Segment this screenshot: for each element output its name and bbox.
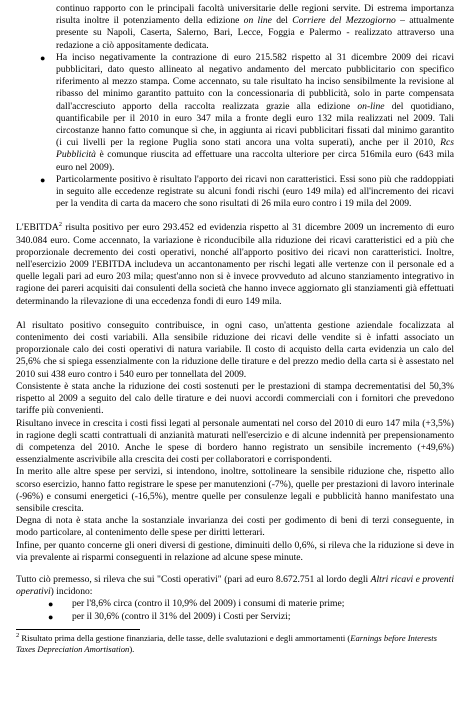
italic-text: on line — [243, 15, 272, 27]
paragraph — [16, 574, 454, 598]
list-item — [16, 598, 454, 610]
italic-text: Rcs Pubblicità — [56, 137, 454, 161]
document-page — [16, 3, 454, 655]
text-run: del — [271, 15, 293, 27]
text-run: In merito alle altre spese per servizi, si intendono, inoltre, sottolineare la sensibile riduzione che, rispetto allo scorso esercizio, hanno fatto registrare le spese per manutenzioni (-7%), quelle per prestazioni di lavoro interinale (-96%) e consumi energetici (-16,5%), mentre quelle per consulenze legali e pubblicità hanno manifestato una sensibile crescita. — [16, 466, 454, 514]
list-item — [16, 611, 454, 623]
footnote-ref: 2 — [16, 631, 20, 639]
italic-text: Altri ricavi e proventi operativi — [16, 573, 454, 598]
footnote-separator — [16, 629, 140, 630]
paragraph — [16, 466, 454, 515]
list-item-text: per l'8,6% circa (contro il 10,9% del 2009) i consumi di materie prime; — [72, 598, 345, 610]
cost-bullet-list — [16, 598, 454, 622]
text-run: Consistente è stata anche la riduzione dei costi sostenuti per le prestazioni di stampa decrementatisi del 50,3% rispetto al 2009 a seguito del calo delle tirature e dei nuovi accordi commerciali con i fornitori che prevedono tariffe più convenienti. — [16, 380, 454, 417]
text-run: è comunque riuscita ad effettuare una raccolta ulteriore per circa 516mila euro (643 mila euro nel 2009). — [56, 149, 454, 173]
text-run: Ha inciso negativamente la contrazione di euro 215.582 rispetto al 31 dicembre 2009 dei ricavi pubblicitari, dato questo allineato al negativo andamento del mercato pubblicitario con specifico riferimento al mezzo stampa. Come accennato, su tale risultato ha inciso sensibilmente la revisione al ribasso del minimo garantito pattuito con la concessionaria di pubblicità, solo in parte compensata dall'accresciuto apporto della raccolta realizzata grazie alla edizione — [56, 51, 454, 112]
bullet-icon: ● — [48, 611, 54, 622]
italic-text: Earnings before Interests Taxes Depreciation Amortisation — [16, 632, 437, 654]
text-run: Infine, per quanto concerne gli oneri diversi di gestione, diminuiti dello 0,6%, si rileva che la riduzione si deve in via prevalente ai risparmi conseguenti in relazione ad alcune spese minute. — [16, 539, 454, 563]
text-run: Tutto ciò premesso, si rileva che sui "Costi operativi" (pari ad euro 8.672.751 al lordo degli — [16, 573, 371, 585]
text-run: Degna di nota è stata anche la sostanziale invarianza dei costi per godimento di beni di terzi conseguente, in modo particolare, al contenimento delle spese per diritti letterari. — [16, 515, 454, 539]
text-run: Risultano invece in crescita i costi fissi legati al personale aumentati nel corso del 2010 di euro 147 mila (+3,5%) in ragione degli scatti contrattuali di anzianità maturati nell'esercizio e di alcune indennità per prepensionamento di competenza del 2010. Anche le spese di bordero hanno registrato un sensibile incremento (+49,6%) essenzialmente ascrivibile alla crescita dei costi per collaboratori e corrispondenti. — [16, 417, 454, 466]
paragraph — [16, 381, 454, 418]
list-item-text: per il 30,6% (contro il 31% del 2009) i Costi per Servizi; — [72, 610, 291, 622]
text-run: – attualmente presente su Napoli, Caserta, Salerno, Bari, Lecce, Foggia e Palermo - realizzato attraverso una redazione a ciò appositamente dedicata. — [56, 15, 454, 51]
text-run: L'EBITDA — [16, 222, 59, 234]
text-run: del quotidiano, quantificabile per il 2010 in euro 347 mila a fronte degli euro 132 mila realizzati nel 2009. Tali circostanze hanno fatto comunque sì che, in aggiunta ai ricavi pubblicitari fissati dal minimo garantito (i cui livelli per la regione Puglia sono stati ancora una volta superati), anche per il 2010, — [56, 100, 454, 149]
bullet-item — [16, 3, 454, 52]
paragraph — [16, 222, 454, 307]
bullet-item — [16, 174, 454, 211]
bullet-item — [16, 52, 454, 174]
footnote-ref: 2 — [58, 221, 63, 229]
bullet-icon: ● — [40, 174, 46, 185]
bullet-text — [56, 3, 454, 52]
paragraph — [16, 418, 454, 467]
italic-text: Corriere del Mezzogiorno — [292, 15, 396, 27]
text-run: continuo rapporto con le principali facoltà universitarie delle regioni servite. Di estrema importanza risulta inoltre il potenziamento della edizione — [56, 3, 454, 27]
bullet-text — [56, 52, 454, 174]
footnote — [16, 633, 454, 655]
bullet-text — [56, 174, 454, 211]
text-run: ) incidono: — [50, 586, 93, 598]
paragraph — [16, 320, 454, 381]
paragraph — [16, 515, 454, 539]
text-run: Particolarmente positivo è risultato l'apporto dei ricavi non caratteristici. Essi sono più che raddoppiati in seguito alle eccedenze registrate su alcuni fondi rischi (euro 149 mila) ed all'incremento dei ricavi per la vendita di carta da macero che sono risultati di 26 mila euro contro i 19 mila del 2009. — [56, 173, 454, 210]
text-run: risulta positivo per euro 293.452 ed evidenzia rispetto al 31 dicembre 2009 un incremento di euro 340.084 euro. Come accennato, la variazione è riconducibile alla riduzione dei ricavi caratteristici ed a più che proporzionale decremento dei costi operativi, nonché all'apporto positivo dei ricavi non caratteristici. Inoltre, nell'esercizio 2009 l'EBITDA includeva un accantonamento per rischi legati alle vertenze con il personale ed a quelle legali pari ad euro 203 mila; quest'anno non si è invece provveduto ad alcuno stanziamento integrativo in ragione dei pareri acquisiti dai consulenti della società che hanno invece aggiornato gli stanziamenti già effettuati determinando la rilevazione di una eccedenza fondi di euro 149 mila. — [16, 222, 454, 307]
bullet-icon: ● — [48, 599, 54, 610]
paragraph — [16, 540, 454, 564]
body-paragraphs — [16, 222, 454, 598]
top-bullet-list — [16, 3, 454, 210]
bullet-icon: ● — [40, 52, 46, 63]
text-run: Risultato prima della gestione finanziaria, delle tasse, delle svalutazioni e degli ammortamenti ( — [19, 632, 351, 643]
text-run: Al risultato positivo conseguito contribuisce, in ogni caso, un'attenta gestione aziendale focalizzata al contenimento dei costi variabili. Alla sensibile riduzione dei ricavi delle vendite si è infatti associato un proporzionale calo dei costi operativi di natura variabile. Il costo di acquisto della carta evidenzia un calo del 25,6% che si spiega essenzialmente con la riduzione delle tirature e del prezzo medio della carta si è assestato nel 2010 sui 438 euro contro i 540 euro per tonnellata del 2009. — [16, 319, 454, 380]
text-run: ). — [129, 643, 135, 654]
italic-text: on-line — [357, 100, 385, 112]
